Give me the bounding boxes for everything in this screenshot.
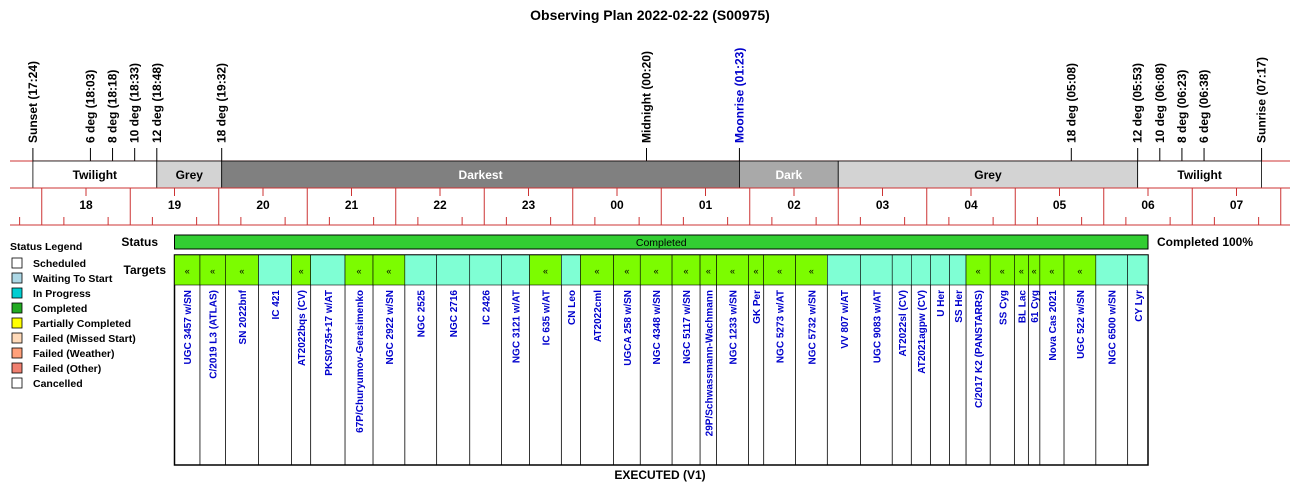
target-block	[1096, 255, 1128, 285]
legend-label: Failed (Other)	[33, 363, 102, 375]
hour-tick-label: 07	[1229, 198, 1244, 212]
hour-tick-label: 02	[787, 198, 801, 212]
target-name: NGC 5273 w/AT	[775, 290, 787, 364]
period-label: Darkest	[458, 168, 503, 182]
target-marker: «	[386, 266, 392, 276]
period-label: Twilight	[72, 168, 118, 182]
target-name: 61 Cyg	[1030, 290, 1042, 323]
event-markers	[26, 48, 1269, 161]
targets-row	[175, 255, 1149, 465]
target-name: NGC 6500 w/SN	[1107, 290, 1119, 365]
target-name: UGC 9083 w/AT	[872, 290, 884, 364]
legend-label: Cancelled	[33, 378, 83, 390]
target-name: NGC 4348 w/SN	[652, 290, 664, 365]
footer-label: EXECUTED (V1)	[614, 468, 706, 482]
legend-swatch	[12, 258, 22, 268]
target-name: NGC 1233 w/SN	[728, 290, 740, 365]
target-marker: «	[777, 266, 783, 276]
target-marker: «	[683, 266, 689, 276]
target-name: 29P/Schwassmann-Wachmann	[704, 290, 716, 437]
legend-label: Failed (Missed Start)	[33, 333, 136, 345]
target-name: NGC 2716	[449, 290, 461, 338]
event-label: 18 deg (05:08)	[1064, 62, 1079, 143]
legend-swatch	[12, 333, 22, 343]
target-name: C/2019 L3 (ATLAS)	[208, 290, 220, 379]
target-block	[311, 255, 345, 285]
legend-label: Scheduled	[33, 258, 87, 270]
hour-tick-label: 00	[610, 198, 624, 212]
target-block	[437, 255, 470, 285]
event-label: 8 deg (18:18)	[105, 69, 120, 143]
legend-swatch	[12, 288, 22, 298]
hour-tick-label: 19	[167, 198, 182, 212]
legend-label: Waiting To Start	[33, 273, 113, 285]
target-block	[502, 255, 530, 285]
event-label: Midnight (00:20)	[639, 51, 654, 143]
target-name: IC 635 w/AT	[541, 290, 553, 346]
target-name: AT2022bqs (CV)	[297, 290, 309, 366]
sky-period-bar	[10, 161, 1290, 188]
target-name: U Her	[935, 290, 947, 317]
hour-tick-label: 22	[433, 198, 447, 212]
target-name: VV 807 w/AT	[839, 290, 851, 349]
period-label: Twilight	[1177, 168, 1222, 182]
period-label: Grey	[175, 168, 203, 182]
target-marker: «	[753, 266, 759, 276]
status-row	[175, 235, 1149, 249]
target-name: IC 2426	[481, 290, 493, 326]
target-marker: «	[542, 266, 548, 276]
target-name: NGC 2525	[416, 290, 428, 338]
period-label: Dark	[775, 168, 803, 182]
event-label: Sunset (17:24)	[25, 60, 40, 143]
legend-label: In Progress	[33, 288, 91, 300]
target-name: PKS0735+17 w/AT	[323, 290, 335, 376]
targets-row-label: Targets	[123, 263, 166, 277]
target-name: NGC 2922 w/SN	[384, 290, 396, 365]
legend-swatch	[12, 273, 22, 283]
target-name: C/2017 K2 (PANSTARRS)	[974, 290, 986, 408]
target-marker: «	[705, 266, 711, 276]
period-label: Grey	[974, 168, 1002, 182]
status-legend	[10, 241, 136, 390]
event-label: Moonrise (01:23)	[732, 47, 747, 143]
target-name: AT2021agpw (CV)	[916, 290, 928, 374]
target-block	[911, 255, 930, 285]
target-marker: «	[808, 266, 814, 276]
target-marker: «	[1031, 266, 1037, 276]
status-bar-label: Completed	[635, 237, 687, 249]
target-block	[930, 255, 949, 285]
legend-label: Partially Completed	[33, 318, 132, 330]
target-block	[258, 255, 291, 285]
target-block	[892, 255, 911, 285]
target-block	[860, 255, 892, 285]
target-marker: «	[1049, 266, 1055, 276]
status-summary: Completed 100%	[1157, 235, 1254, 249]
target-block	[827, 255, 860, 285]
legend-title: Status Legend	[10, 241, 83, 253]
hour-tick-label: 05	[1052, 198, 1067, 212]
event-label: 18 deg (19:32)	[214, 62, 229, 143]
target-marker: «	[653, 266, 659, 276]
target-name: Nova Cas 2021	[1047, 290, 1059, 361]
target-name: NGC 3121 w/AT	[511, 290, 523, 364]
target-name: CN Leo	[566, 290, 578, 325]
target-marker: «	[1077, 266, 1083, 276]
legend-swatch	[12, 378, 22, 388]
target-name: NGC 5117 w/SN	[682, 290, 694, 364]
target-marker: «	[594, 266, 600, 276]
legend-label: Completed	[33, 303, 88, 315]
time-axis	[10, 188, 1290, 225]
legend-label: Failed (Weather)	[33, 348, 115, 360]
hour-tick-label: 20	[256, 198, 270, 212]
event-label: 10 deg (06:08)	[1152, 62, 1167, 143]
target-name: UGC 522 w/SN	[1075, 290, 1087, 359]
target-name: AT2022cml	[592, 290, 604, 343]
event-label: 8 deg (06:23)	[1174, 69, 1189, 143]
event-label: 6 deg (18:03)	[83, 69, 98, 143]
target-marker: «	[1018, 266, 1024, 276]
target-name: SN 2022bnf	[237, 290, 249, 345]
legend-swatch	[12, 318, 22, 328]
target-marker: «	[184, 266, 190, 276]
target-marker: «	[730, 266, 736, 276]
target-marker: «	[239, 266, 245, 276]
target-name: IC 421	[271, 290, 283, 320]
target-marker: «	[210, 266, 216, 276]
hour-tick-label: 04	[964, 198, 978, 212]
target-name: CY Lyr	[1133, 290, 1145, 322]
target-marker: «	[975, 266, 981, 276]
target-marker: «	[298, 266, 304, 276]
legend-swatch	[12, 303, 22, 313]
chart-title: Observing Plan 2022-02-22 (S00975)	[530, 7, 770, 23]
target-name: AT2022sl (CV)	[897, 290, 909, 357]
target-name: BL Lac	[1017, 290, 1029, 324]
target-block	[470, 255, 502, 285]
status-row-label: Status	[121, 235, 158, 249]
target-block	[405, 255, 437, 285]
target-name: UGC 3457 w/SN	[183, 290, 195, 365]
event-label: 6 deg (06:38)	[1197, 69, 1212, 143]
event-label: 10 deg (18:33)	[127, 62, 142, 143]
hour-tick-label: 03	[875, 198, 890, 212]
target-block	[1128, 255, 1148, 285]
target-name: GK Per	[752, 290, 764, 324]
target-name: SS Cyg	[998, 290, 1010, 326]
target-name: SS Her	[953, 290, 965, 323]
target-marker: «	[999, 266, 1005, 276]
hour-tick-label: 06	[1141, 198, 1155, 212]
target-marker: «	[356, 266, 362, 276]
legend-swatch	[12, 363, 22, 373]
event-label: Sunrise (07:17)	[1254, 56, 1269, 143]
target-name: NGC 5732 w/SN	[807, 290, 819, 365]
target-name: UGCA 258 w/SN	[622, 290, 634, 366]
event-label: 12 deg (18:48)	[149, 62, 164, 143]
target-block	[949, 255, 966, 285]
event-label: 12 deg (05:53)	[1130, 62, 1145, 143]
hour-tick-label: 01	[698, 198, 713, 212]
target-block	[561, 255, 580, 285]
hour-tick-label: 23	[521, 198, 536, 212]
legend-swatch	[12, 348, 22, 358]
hour-tick-label: 18	[79, 198, 93, 212]
hour-tick-label: 21	[344, 198, 359, 212]
target-name: 67P/Churyumov-Gerasimenko	[355, 290, 367, 433]
target-marker: «	[624, 266, 630, 276]
